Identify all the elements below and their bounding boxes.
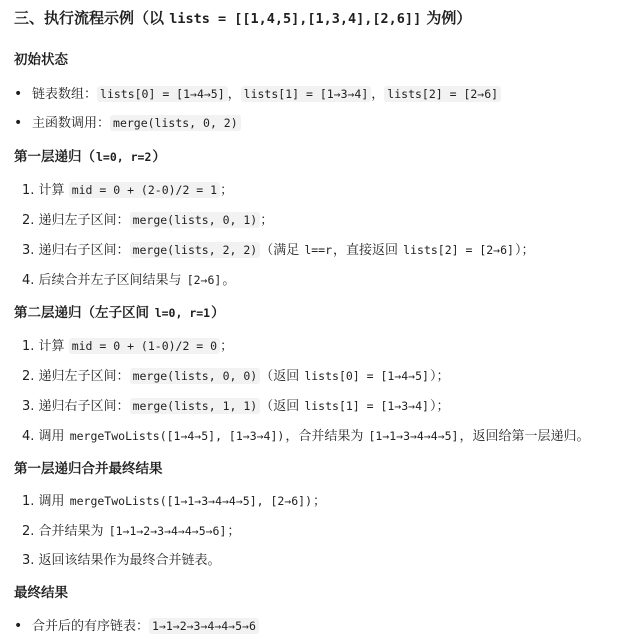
level2-heading: 第二层递归（左子区间 l=0, r=1） [14, 305, 225, 321]
initial-bullet-call: • 主函数调用： merge(lists, 0, 2) [14, 113, 241, 134]
level1-step-2: 2. 递归左子区间： merge(lists, 0, 1) ； [22, 213, 274, 228]
level2-step-4: 4. 调用 mergeTwoLists([1→4→5], [1→3→4])，合并结果为 [1→1→3→4→4→5]，返回给第一层递归。 [22, 429, 590, 444]
level1-step-1: 1. 计算 mid = 0 + (2-0)/2 = 1 ； [22, 183, 234, 198]
level1-step-4: 4. 后续合并左子区间结果与 [2→6]。 [22, 273, 236, 288]
section-title: 三、执行流程示例（以 lists = [[1,4,5],[1,3,4],[2,6]] 为例） [14, 9, 472, 27]
level1-step-3: 3. 递归右子区间： merge(lists, 2, 2) （满足 l==r，直接返回 lists[2] = [2→6]）； [22, 243, 535, 258]
initial-bullet-arrays: • 链表数组： lists[0] = [1→4→5] ， lists[1] = [1→3→4] ， lists[2] = [2→6] [14, 84, 501, 105]
merge1-step-1: 1. 调用 mergeTwoLists([1→1→3→4→4→5], [2→6])； [22, 494, 327, 509]
level2-step-1: 1. 计算 mid = 0 + (1-0)/2 = 0 ； [22, 339, 234, 354]
merge1-step-3: 3. 返回该结果作为最终合并链表。 [22, 553, 221, 568]
merge1-heading: 第一层递归合并最终结果 [14, 461, 163, 477]
initial-heading: 初始状态 [14, 52, 68, 68]
final-bullet-result: • 合并后的有序链表： 1→1→2→3→4→4→5→6 [14, 616, 259, 637]
level1-heading: 第一层递归（l=0, r=2） [14, 149, 166, 165]
final-heading: 最终结果 [14, 585, 68, 601]
merge1-step-2: 2. 合并结果为 [1→1→2→3→4→4→5→6]； [22, 524, 241, 539]
level2-step-3: 3. 递归右子区间： merge(lists, 1, 1) （返回 lists[1] = [1→3→4]）； [22, 399, 450, 414]
level2-step-2: 2. 递归左子区间： merge(lists, 0, 0) （返回 lists[0] = [1→4→5]）； [22, 369, 450, 384]
